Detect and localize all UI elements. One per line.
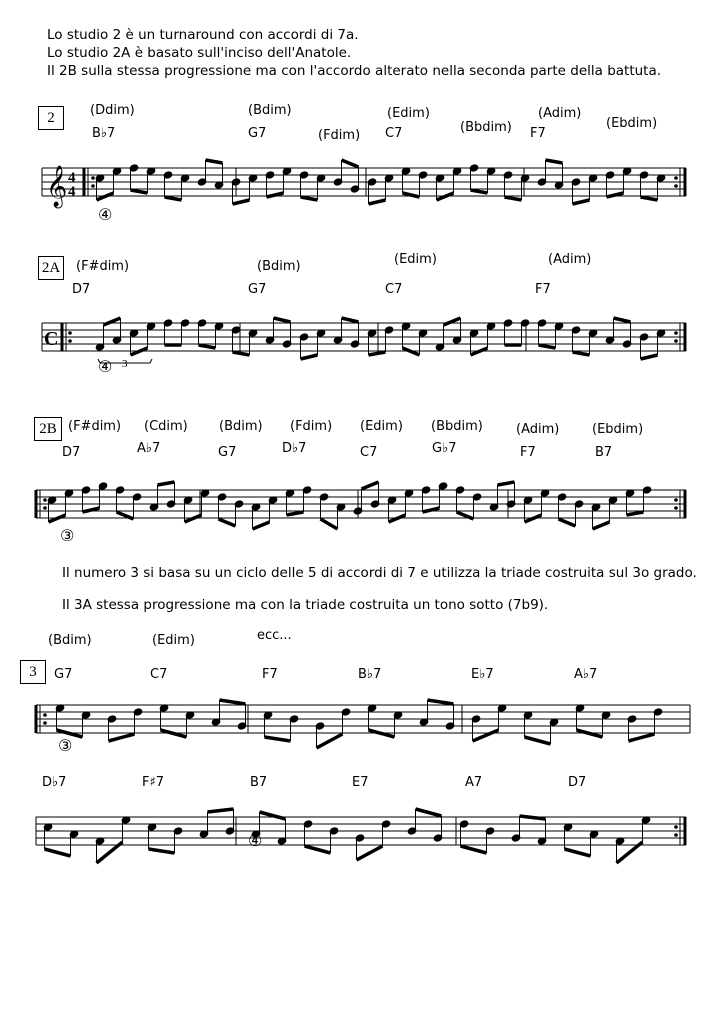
chord-symbol: G7 [248,126,267,141]
staff-study-3-row2 [0,789,724,889]
note-beam [342,318,359,322]
chord-symbol: G7 [248,282,267,297]
note-beam [627,512,644,515]
note-beam [369,200,386,204]
chord-symbol: F7 [520,445,536,460]
dim-label: ecc... [257,628,292,643]
string-number: ④ [98,357,113,376]
note-beam [573,200,590,204]
explanation-3: Il numero 3 si basa su un ciclo delle 5 di accordi di 7 e utilizza la triade costruita sul 3o grado. [62,565,697,581]
common-time-icon: C [44,328,59,350]
staff-study-2b [0,462,724,562]
note-beam [362,482,379,489]
note-beam [369,352,386,355]
dim-label: (Fdim) [318,128,361,143]
intro-text [47,26,661,80]
chord-symbol: E7 [352,775,369,790]
note-beam [109,734,135,741]
chord-symbol: D7 [72,282,91,297]
note-beam [416,809,442,816]
study-2a-number: 2A [38,256,64,280]
note-beam [199,345,216,348]
note-beam [149,849,175,853]
note-beam [461,846,487,853]
string-number: ③ [58,736,73,755]
note-beam [444,318,461,325]
dim-label: (Cdim) [144,419,188,434]
chord-symbol: D7 [62,445,81,460]
dim-label: (Bdim) [48,633,92,648]
note-beam [525,737,551,744]
dim-label: (Bdim) [219,419,263,434]
chord-symbol: C7 [385,282,403,297]
note-beam [233,200,250,204]
note-beam [317,734,343,748]
dim-label: (F#dim) [76,259,130,274]
explanation-3a: Il 3A stessa progressione ma con la triade costruita un tono sotto (7b9). [62,597,549,613]
note-beam [641,355,658,359]
chord-symbol: G7 [218,445,237,460]
dim-label: (Adim) [538,106,582,121]
svg-text:4: 4 [68,184,76,200]
string-number: ④ [248,831,263,850]
chord-symbol: C7 [150,667,168,682]
chord-symbol: F7 [262,667,278,682]
note-beam [208,809,234,812]
intro-line-2: Lo studio 2A è basato sull'inciso dell'Anatole. [47,45,352,61]
dim-label: (Adim) [516,422,560,437]
chord-symbol: B7 [595,445,613,460]
dim-label: (F#dim) [68,419,122,434]
note-beam [520,816,546,819]
dim-label: (Ebdim) [606,116,658,131]
staff-study-2a [0,295,724,395]
chord-symbol: C7 [385,126,403,141]
dim-label: (Bdim) [248,103,292,118]
note-beam [641,197,658,200]
chord-symbol: E♭7 [471,667,494,682]
chord-symbol: C7 [360,445,378,460]
note-beam [260,812,286,819]
note-beam [219,519,236,526]
dim-label: (Bbdim) [460,120,512,135]
svg-text:4: 4 [68,170,76,186]
note-beam [265,737,291,741]
note-beam [301,355,318,359]
dim-label: (Ebdim) [592,422,644,437]
dim-label: (Edim) [387,106,430,121]
note-beam [498,482,515,485]
chord-symbol: D7 [568,775,587,790]
svg-text:3: 3 [122,358,128,370]
note-beam [287,512,304,515]
intro-line-3: Il 2B sulla stessa progressione ma con l'accordo alterato nella seconda parte della battuta. [47,63,662,79]
note-beam [131,190,148,193]
chord-symbol: B7 [250,775,268,790]
staff-study-3-row1 [0,677,724,777]
note-beam [473,730,499,741]
note-beam [158,482,175,485]
treble-clef-icon: 𝄞 [46,166,68,207]
note-beam [505,197,522,200]
note-beam [593,522,610,529]
dim-label: (Bdim) [257,259,301,274]
chord-symbol: A7 [465,775,483,790]
note-beam [301,197,318,200]
note-beam [233,352,250,355]
chord-symbol: B♭7 [92,126,116,141]
note-beam [629,734,655,741]
note-beam [45,849,71,856]
note-beam [471,190,488,193]
note-beam [321,519,338,529]
intro-line-1: Lo studio 2 è un turnaround con accordi di 7a. [47,27,359,43]
chord-symbol: F7 [530,126,546,141]
chord-symbol: F♯7 [142,775,165,790]
note-beam [165,197,182,200]
note-beam [614,318,631,322]
note-beam [274,318,291,322]
chord-symbol: G7 [54,667,73,682]
dim-label: (Edim) [394,252,437,267]
string-number: ③ [60,526,75,545]
note-beam [253,522,270,529]
dim-label: (Edim) [152,633,195,648]
dim-label: (Fdim) [290,419,333,434]
dim-label: (Edim) [360,419,403,434]
chord-symbol: A♭7 [137,441,161,456]
dim-label: (Bbdim) [431,419,483,434]
note-beam [206,160,223,163]
note-beam [220,700,246,704]
note-beam [357,846,383,860]
study-2b-number: 2B [34,417,62,441]
string-number: ④ [98,205,113,224]
chord-symbol: F7 [535,282,551,297]
dim-label: (Ddim) [90,103,135,118]
note-beam [342,160,359,167]
staff-study-2 [0,140,724,240]
note-beam [104,318,121,325]
chord-symbol: A♭7 [574,667,598,682]
note-beam [573,352,590,355]
chord-symbol: D♭7 [282,441,307,456]
note-beam [539,345,556,348]
study-2-number: 2 [38,106,64,130]
chord-symbol: D♭7 [42,775,67,790]
chord-symbol: G♭7 [432,441,457,456]
chord-symbol: B♭7 [358,667,382,682]
study-3-number: 3 [20,660,46,684]
note-beam [559,519,576,526]
note-beam [546,160,563,163]
note-beam [305,846,331,853]
note-beam [428,700,454,704]
note-beam [565,849,591,856]
dim-label: (Adim) [548,252,592,267]
